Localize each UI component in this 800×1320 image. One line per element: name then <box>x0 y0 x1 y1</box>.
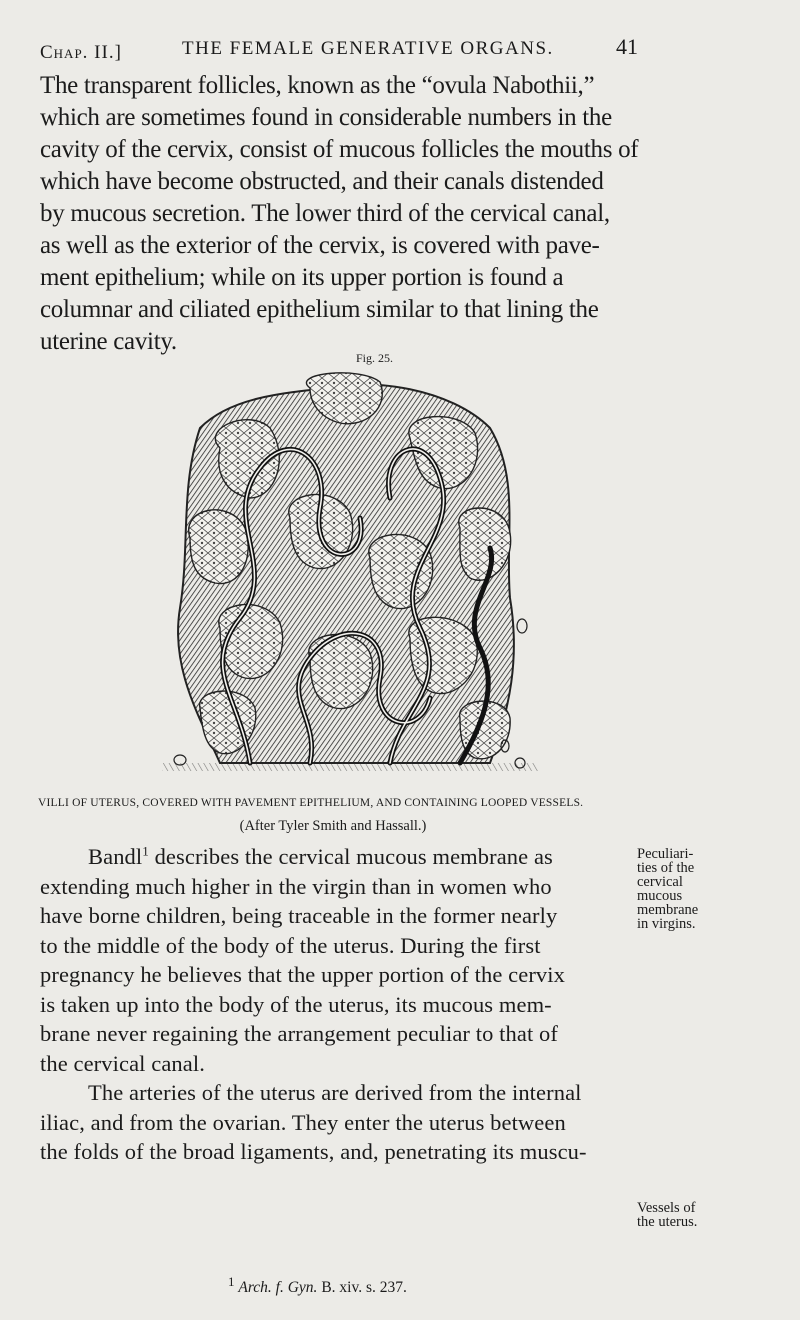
paragraph-ovula-nabothii <box>40 70 639 358</box>
text-line: is taken up into the body of the uterus, its mucous mem- <box>40 991 552 1017</box>
margin-note-cervix <box>637 847 797 931</box>
text-line: as well as the exterior of the cervix, is covered with pave- <box>40 232 600 259</box>
villi-engraving <box>160 368 540 788</box>
text-line: iliac, and from the ovarian. They enter the uterus between <box>40 1109 566 1135</box>
text-fragment: describes the cervical mucous membrane as <box>148 844 553 869</box>
text-line <box>40 842 630 872</box>
text-line: the cervical canal. <box>40 1050 205 1076</box>
footnote-citation: B. xiv. s. 237. <box>317 1279 407 1296</box>
text-line: the folds of the broad ligaments, and, penetrating its muscu- <box>40 1139 587 1164</box>
margin-line: Peculiari- <box>637 846 694 862</box>
text-line: The arteries of the uterus are derived from the internal <box>88 1080 582 1105</box>
text-line: to the middle of the body of the uterus. During the first <box>40 932 541 958</box>
margin-line: membrane <box>637 902 699 918</box>
running-title: THE FEMALE GENERATIVE ORGANS. <box>182 38 554 59</box>
margin-line: the uterus. <box>637 1214 698 1230</box>
author-name: Bandl <box>88 844 143 869</box>
margin-line: mucous <box>637 888 683 904</box>
text-line: The transparent follicles, known as the “ovula Nabothii,” <box>40 72 595 99</box>
margin-note-vessels <box>637 1201 797 1229</box>
text-line: extending much higher in the virgin than in women who <box>40 873 552 899</box>
text-line: columnar and ciliated epithelium similar to that lining the <box>40 296 599 323</box>
footnote <box>228 1273 407 1297</box>
text-line: pregnancy he believes that the upper portion of the cervix <box>40 962 565 987</box>
text-line: uterine cavity. <box>40 328 177 355</box>
margin-line: ties of the <box>637 860 695 876</box>
text-line: ment epithelium; while on its upper portion is found a <box>40 264 564 291</box>
margin-line: cervical <box>637 874 683 890</box>
chapter-marker: Chap. II.] <box>40 42 122 63</box>
footnote-reference[interactable]: 1 <box>142 843 149 859</box>
text-line: cavity of the cervix, consist of mucous follicles the mouths of <box>40 136 639 163</box>
footnote-source: Arch. f. Gyn. <box>238 1279 318 1296</box>
text-line: which have become obstructed, and their canals distended <box>40 168 604 195</box>
body-text <box>40 842 630 1167</box>
text-line: by mucous secretion. The lower third of the cervical canal, <box>40 200 610 227</box>
margin-line: Vessels of <box>637 1200 696 1216</box>
text-line: have borne children, being traceable in the former nearly <box>40 903 558 928</box>
page-number: 41 <box>616 34 638 59</box>
margin-line: in virgins. <box>637 916 696 932</box>
figure-label: Fig. 25. <box>356 351 394 365</box>
figure-caption: VILLI OF UTERUS, COVERED WITH PAVEMENT EPITHELIUM, AND CONTAINING LOOPED VESSELS. <box>38 797 584 809</box>
figure-credit: (After Tyler Smith and Hassall.) <box>239 818 427 834</box>
footnote-marker: 1 <box>228 1273 235 1289</box>
text-line: which are sometimes found in considerable numbers in the <box>40 104 612 131</box>
text-line: brane never regaining the arrangement peculiar to that of <box>40 1021 558 1046</box>
